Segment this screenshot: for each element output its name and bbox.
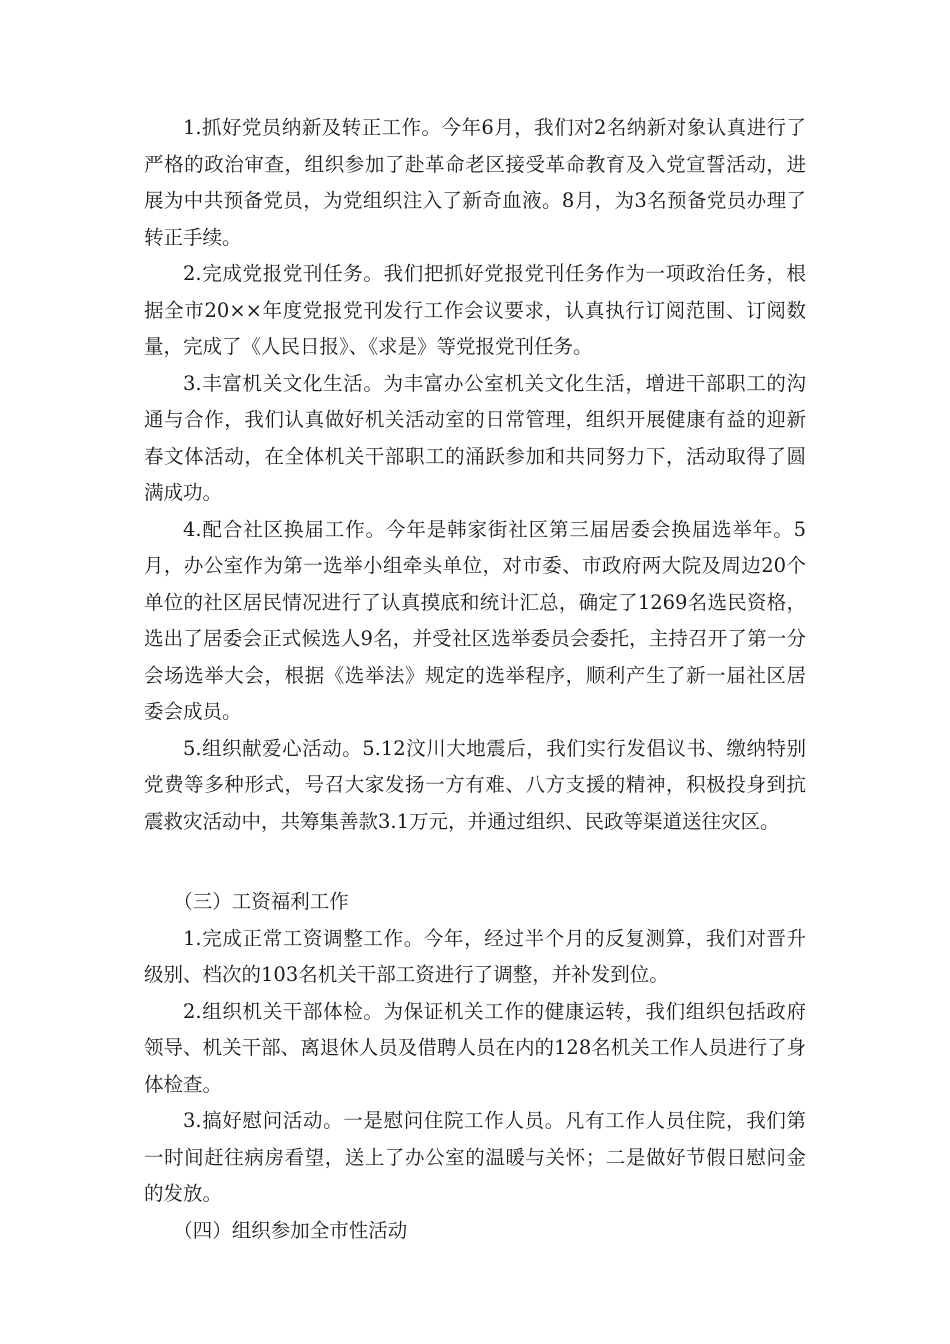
wages-section-heading: （三）工资福利工作 <box>173 890 349 913</box>
party-item-2: 2.完成党报党刊任务。我们把抓好党报党刊任务作为一项政治任务，根据全市20××年度党报党刊发行工作会议要求，认真执行订阅范围、订阅数量，完成了《人民日报》、《求是》等党报党刊任务。 <box>144 262 806 358</box>
party-item-3: 3.丰富机关文化生活。为丰富办公室机关文化生活，增进干部职工的沟通与合作，我们认真做好机关活动室的日常管理，组织开展健康有益的迎新春文体活动，在全体机关干部职工的涌跃参加和共同努力下，活动取得了圆满成功。 <box>144 371 806 504</box>
party-item-4: 4.配合社区换届工作。今年是韩家街社区第三届居委会换届选举年。5月，办公室作为第一选举小组牵头单位，对市委、市政府两大院及周边20个单位的社区居民情况进行了认真摸底和统计汇总，确定了1269名选民资格，选出了居委会正式候选人9名，并受社区选举委员会委托，主持召开了第一分会场选举大会，根据《选举法》规定的选举程序，顺利产生了新一届社区居委会成员。 <box>144 517 806 723</box>
wages-item-1: 1.完成正常工资调整工作。今年，经过半个月的反复测算，我们对晋升级别、档次的103名机关干部工资进行了调整，并补发到位。 <box>144 926 806 986</box>
document-body <box>144 110 806 1249</box>
party-item-5: 5.组织献爱心活动。5.12汶川大地震后，我们实行发倡议书、缴纳特别党费等多种形式，号召大家发扬一方有难、八方支援的精神，积极投身到抗震救灾活动中，共筹集善款3.1万元，并通过组织、民政等渠道送往灾区。 <box>144 736 806 833</box>
party-item-1: 1.抓好党员纳新及转正工作。今年6月，我们对2名纳新对象认真进行了严格的政治审查，组织参加了赴革命老区接受革命教育及入党宣誓活动，进展为中共预备党员，为党组织注入了新奇血液。8月，为3名预备党员办理了转正手续。 <box>144 116 806 249</box>
city-activities-heading: （四）组织参加全市性活动 <box>173 1218 408 1242</box>
wages-item-3: 3.搞好慰问活动。一是慰问住院工作人员。凡有工作人员住院，我们第一时间赶往病房看望，送上了办公室的温暖与关怀；二是做好节假日慰问金的发放。 <box>144 1109 806 1205</box>
wages-item-2: 2.组织机关干部体检。为保证机关工作的健康运转，我们组织包括政府领导、机关干部、离退休人员及借聘人员在内的128名机关工作人员进行了身体检查。 <box>144 999 806 1096</box>
section-spacer <box>144 840 806 884</box>
